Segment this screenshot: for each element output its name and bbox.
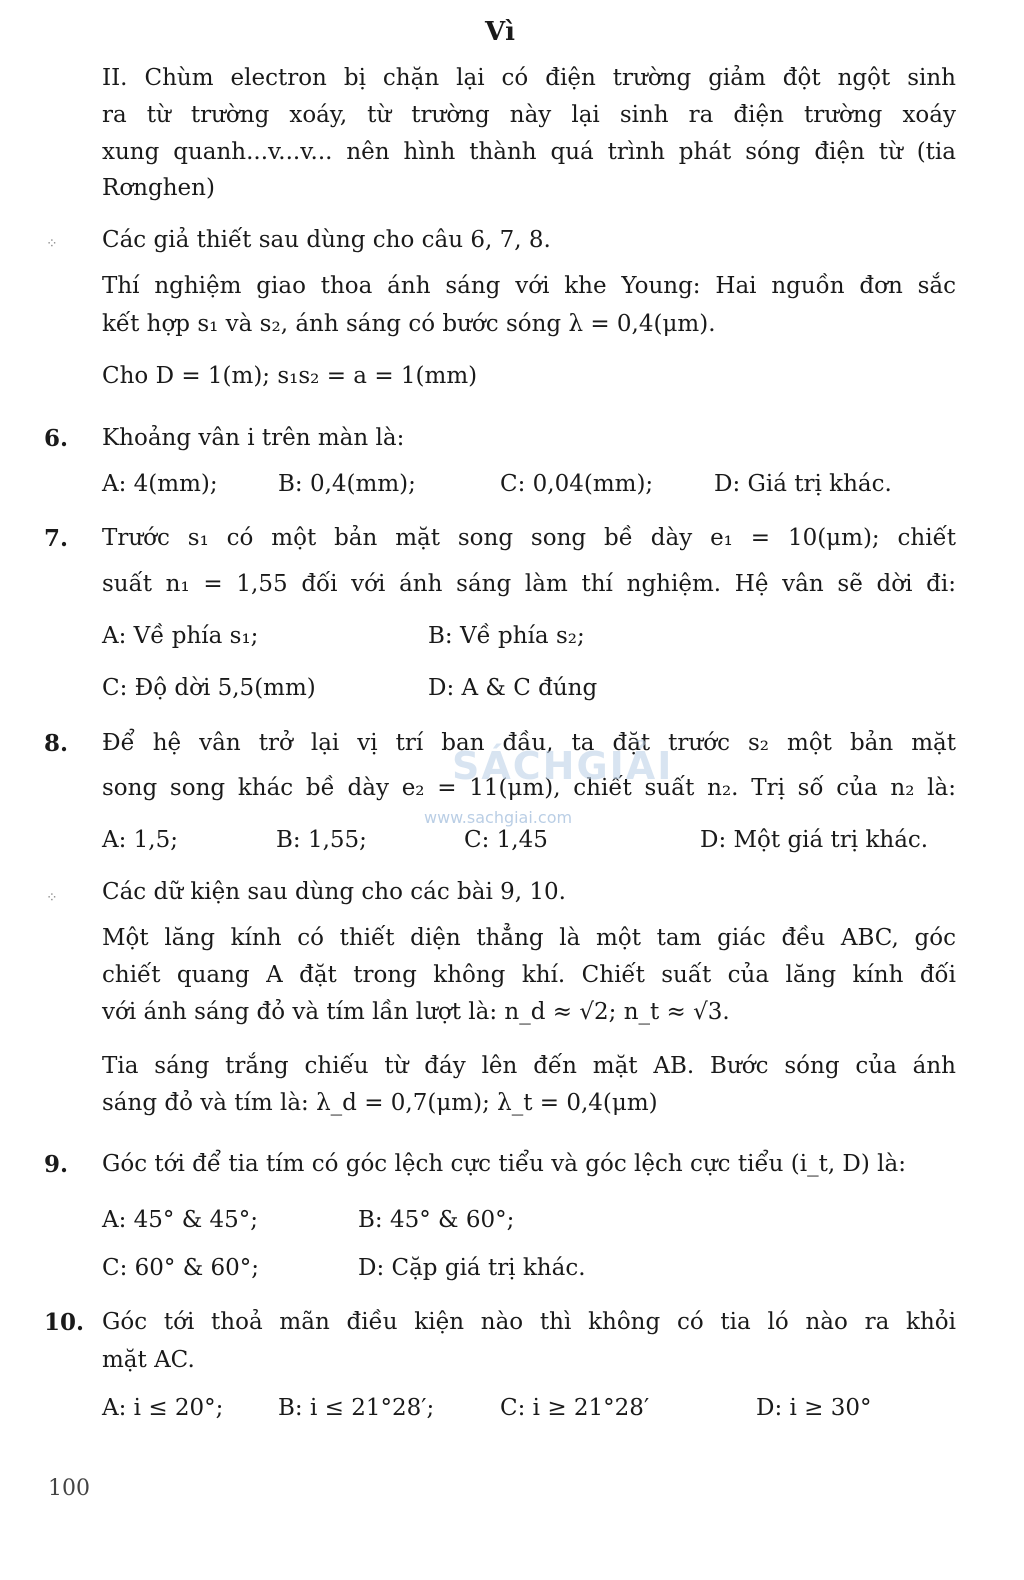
bullet-mark: ⁘ bbox=[46, 236, 58, 252]
block2-note: Các dữ kiện sau dùng cho các bài 9, 10. bbox=[102, 879, 566, 905]
block1-line: kết hợp s₁ và s₂, ánh sáng có bước sóng λ = 0,4(μm). bbox=[102, 311, 716, 337]
question-text: Trước s₁ có một bản mặt song song bề dày e₁ = 10(μm); chiết bbox=[102, 525, 956, 551]
option-b: B: 0,4(mm); bbox=[278, 471, 416, 497]
option-d: D: Một giá trị khác. bbox=[700, 827, 929, 853]
option-d: D: A & C đúng bbox=[428, 675, 598, 701]
question-number: 9. bbox=[44, 1151, 69, 1178]
block2-line: với ánh sáng đỏ và tím lần lượt là: n_d ≈ √2; n_t ≈ √3. bbox=[102, 999, 730, 1025]
question-text: Khoảng vân i trên màn là: bbox=[102, 425, 405, 451]
block2-line: sáng đỏ và tím là: λ_d = 0,7(μm); λ_t = 0,4(μm) bbox=[102, 1090, 658, 1116]
option-c: C: 1,45 bbox=[464, 827, 548, 853]
watermark-logo: SÁCHGIẢI bbox=[452, 744, 674, 788]
option-d: D: Cặp giá trị khác. bbox=[358, 1255, 586, 1281]
question-text: Để hệ vân trở lại vị trí ban đầu, ta đặt trước s₂ một bản mặt bbox=[102, 730, 956, 756]
question-text: suất n₁ = 1,55 đối với ánh sáng làm thí nghiệm. Hệ vân sẽ dời đi: bbox=[102, 571, 956, 597]
option-b: B: 1,55; bbox=[276, 827, 367, 853]
option-b: B: Về phía s₂; bbox=[428, 623, 585, 649]
option-b: B: 45° & 60°; bbox=[358, 1207, 515, 1233]
question-number: 10. bbox=[44, 1309, 85, 1336]
block1-note: Các giả thiết sau dùng cho câu 6, 7, 8. bbox=[102, 227, 551, 253]
option-d: D: i ≥ 30° bbox=[756, 1395, 872, 1421]
intro-line: ra từ trường xoáy, từ trường này lại sinh ra điện trường xoáy bbox=[102, 102, 956, 128]
option-a: A: 4(mm); bbox=[102, 471, 218, 497]
block1-line: Thí nghiệm giao thoa ánh sáng với khe Young: Hai nguồn đơn sắc bbox=[102, 273, 956, 299]
question-number: 7. bbox=[44, 525, 69, 552]
block1-line: Cho D = 1(m); s₁s₂ = a = 1(mm) bbox=[102, 363, 478, 389]
option-d: D: Giá trị khác. bbox=[714, 471, 892, 497]
question-text: Góc tới để tia tím có góc lệch cực tiểu và góc lệch cực tiểu (i_t, D) là: bbox=[102, 1151, 906, 1177]
option-a: A: 1,5; bbox=[102, 827, 178, 853]
bullet-mark: ⁘ bbox=[46, 890, 58, 906]
question-number: 8. bbox=[44, 730, 69, 757]
block2-line: Một lăng kính có thiết diện thẳng là một tam giác đều ABC, góc bbox=[102, 925, 956, 951]
block2-line: Tia sáng trắng chiếu từ đáy lên đến mặt AB. Bước sóng của ánh bbox=[102, 1053, 956, 1079]
option-a: A: 45° & 45°; bbox=[102, 1207, 259, 1233]
question-text: mặt AC. bbox=[102, 1347, 195, 1373]
option-a: A: i ≤ 20°; bbox=[102, 1395, 224, 1421]
question-number: 6. bbox=[44, 425, 69, 452]
intro-line: xung quanh...v...v... nên hình thành quá trình phát sóng điện từ (tia bbox=[102, 139, 956, 165]
option-c: C: i ≥ 21°28′ bbox=[500, 1395, 650, 1421]
block2-line: chiết quang A đặt trong không khí. Chiết suất của lăng kính đối bbox=[102, 962, 956, 988]
watermark-url: www.sachgiai.com bbox=[424, 808, 573, 827]
option-c: C: Độ dời 5,5(mm) bbox=[102, 675, 316, 701]
question-text: Góc tới thoả mãn điều kiện nào thì không có tia ló nào ra khỏi bbox=[102, 1309, 956, 1335]
question-text: song song khác bề dày e₂ = 11(μm), chiết suất n₂. Trị số của n₂ là: bbox=[102, 775, 956, 801]
option-c: C: 60° & 60°; bbox=[102, 1255, 260, 1281]
page-number: 100 bbox=[48, 1476, 90, 1501]
option-b: B: i ≤ 21°28′; bbox=[278, 1395, 435, 1421]
option-a: A: Về phía s₁; bbox=[102, 623, 259, 649]
page-header: Vì bbox=[485, 17, 516, 47]
intro-line: II. Chùm electron bị chặn lại có điện trường giảm đột ngột sinh bbox=[102, 65, 956, 91]
option-c: C: 0,04(mm); bbox=[500, 471, 654, 497]
intro-line: Rơnghen) bbox=[102, 175, 215, 201]
